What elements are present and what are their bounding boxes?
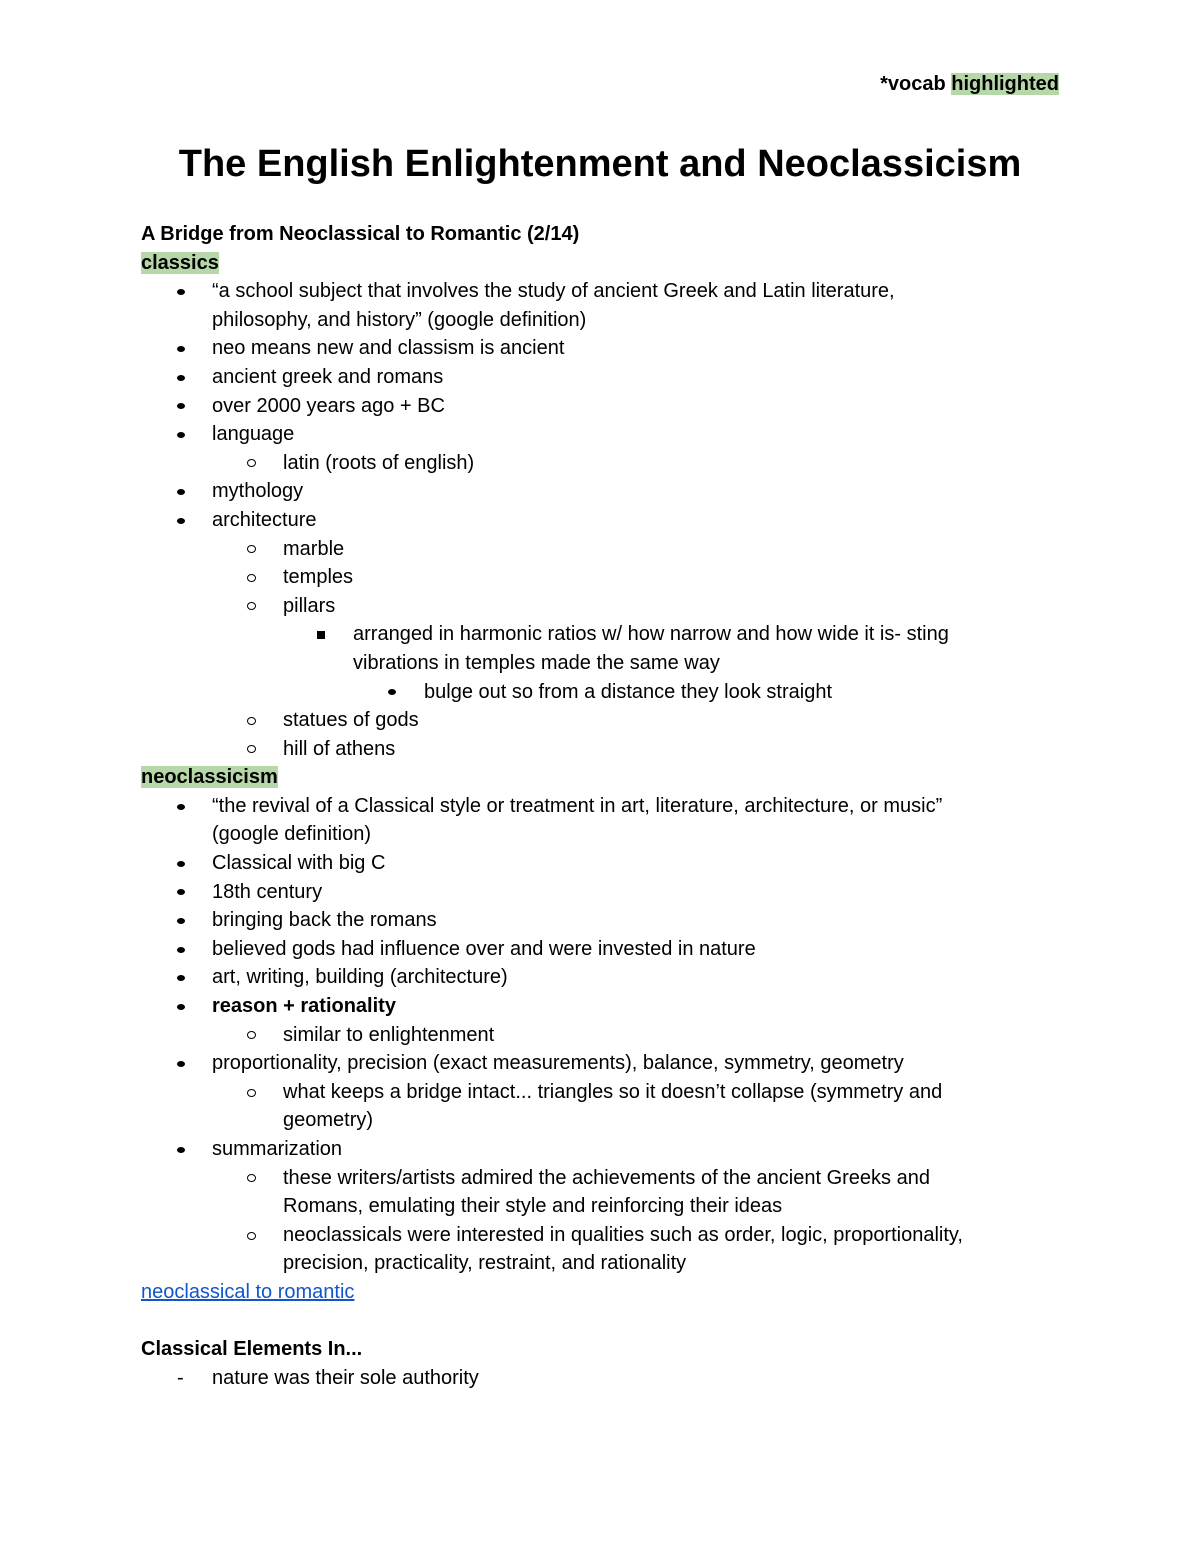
bullet-dot-icon	[177, 1135, 185, 1164]
list-item-text: art, writing, building (architecture)	[212, 966, 508, 989]
list-item-text: “the revival of a Classical style or treatment in art, literature, architecture, or music”	[212, 794, 943, 817]
list-item	[141, 963, 1061, 992]
list-item	[141, 935, 1061, 964]
bullet-square-icon	[317, 620, 325, 649]
list-item	[141, 620, 1061, 677]
list-item-text: mythology	[212, 480, 304, 503]
bullet-dot-icon	[177, 906, 185, 935]
list-item-text: architecture	[212, 508, 317, 531]
bullet-dot-icon	[177, 392, 185, 421]
list-item	[141, 563, 1061, 592]
bullet-dot-icon	[177, 1049, 185, 1078]
list-item	[141, 1049, 1061, 1078]
vocab-note	[880, 71, 1059, 97]
list-item-text: summarization	[212, 1138, 343, 1160]
bullet-circle-icon	[247, 735, 256, 764]
list-item	[141, 1164, 1061, 1221]
vocab-note-highlight: highlighted	[951, 73, 1059, 95]
list-item	[141, 477, 1061, 506]
list-item-text: hill of athens	[283, 737, 396, 760]
list-item	[141, 735, 1061, 764]
section-heading-classical-elements: Classical Elements In...	[141, 1338, 363, 1361]
list-item-text: temples	[283, 566, 354, 589]
bullet-circle-icon	[247, 1164, 256, 1193]
bullet-dot-icon	[177, 992, 185, 1021]
list-item-text: proportionality, precision (exact measurements), balance, symmetry, geometry	[212, 1052, 904, 1075]
list-item	[141, 678, 1061, 707]
bullet-dot-icon	[177, 849, 185, 878]
list-item	[141, 506, 1061, 535]
bullet-dot-icon	[388, 678, 396, 707]
list-item-text: marble	[283, 537, 345, 560]
bullet-dot-icon	[177, 363, 185, 392]
list-item-text: Classical with big C	[212, 852, 386, 875]
list-item-text: Romans, emulating their style and reinforcing their ideas	[283, 1195, 783, 1218]
bullet-circle-icon	[247, 1021, 256, 1050]
neoclassical-to-romantic-link-row	[141, 1278, 1061, 1307]
bullet-circle-icon	[247, 535, 256, 564]
bullet-dot-icon	[177, 878, 185, 907]
bullet-circle-icon	[247, 1078, 256, 1107]
bullet-dot-icon	[177, 963, 185, 992]
list-item-text: latin (roots of english)	[283, 451, 475, 474]
list-item-text: “a school subject that involves the study of ancient Greek and Latin literature,	[212, 280, 895, 303]
list-item	[141, 792, 1061, 849]
vocab-note-prefix: *vocab	[880, 73, 952, 95]
vocab-term-classics	[141, 249, 1061, 278]
bullet-dot-icon	[177, 506, 185, 535]
list-item	[141, 334, 1061, 363]
list-item-text: philosophy, and history” (google definition)	[212, 308, 587, 331]
vocab-term-classics-text: classics	[141, 251, 219, 274]
list-item-text: neo means new and classism is ancient	[212, 337, 565, 360]
list-item-text: these writers/artists admired the achievements of the ancient Greeks and	[283, 1166, 930, 1189]
list-item	[141, 1078, 1061, 1135]
spacer	[141, 1307, 1061, 1336]
list-item-text: language	[212, 423, 295, 446]
document-title: The English Enlightenment and Neoclassicism	[178, 143, 1022, 185]
list-item-text: arranged in harmonic ratios w/ how narrow and how wide it is- sting	[353, 623, 949, 646]
list-item-text: geometry)	[283, 1109, 374, 1132]
list-item-text: similar to enlightenment	[283, 1023, 495, 1046]
list-item-text: vibrations in temples made the same way	[353, 651, 720, 674]
list-item-text: nature was their sole authority	[212, 1366, 479, 1389]
list-item-text: precision, practicality, restraint, and rationality	[283, 1252, 687, 1275]
bullet-circle-icon	[247, 706, 256, 735]
list-item	[141, 363, 1061, 392]
neoclassical-to-romantic-link[interactable]: neoclassical to romantic	[141, 1280, 355, 1303]
bullet-dot-icon	[177, 935, 185, 964]
list-item-text: over 2000 years ago + BC	[212, 394, 445, 417]
list-item	[141, 277, 1061, 334]
bullet-dot-icon	[177, 792, 185, 821]
section-heading-bridge: A Bridge from Neoclassical to Romantic (2/14)	[141, 223, 580, 245]
list-item	[141, 878, 1061, 907]
list-item-text: bringing back the romans	[212, 909, 437, 932]
list-item	[141, 1221, 1061, 1278]
list-item	[141, 1135, 1061, 1164]
bullet-dot-icon	[177, 334, 185, 363]
list-item	[141, 592, 1061, 621]
list-item-text: (google definition)	[212, 823, 371, 846]
bullet-circle-icon	[247, 592, 256, 621]
list-item	[141, 906, 1061, 935]
bullet-dot-icon	[177, 277, 185, 306]
bullet-dash-icon: -	[177, 1366, 184, 1389]
bullet-circle-icon	[247, 1221, 256, 1250]
document-body	[141, 220, 1061, 1392]
list-item-text: neoclassicals were interested in qualities such as order, logic, proportionality,	[283, 1223, 963, 1246]
list-item-text: statues of gods	[283, 709, 419, 732]
list-item	[141, 420, 1061, 449]
list-item	[141, 849, 1061, 878]
list-item-text: ancient greek and romans	[212, 365, 444, 388]
bullet-dot-icon	[177, 477, 185, 506]
vocab-term-neoclassicism	[141, 763, 1061, 792]
list-item-text: reason + rationality	[212, 995, 396, 1018]
list-item-text: pillars	[283, 594, 336, 617]
list-item	[141, 1021, 1061, 1050]
list-item	[141, 392, 1061, 421]
list-item	[141, 992, 1061, 1021]
list-item	[141, 449, 1061, 478]
bullet-circle-icon	[247, 563, 256, 592]
list-item	[141, 706, 1061, 735]
list-item-text: what keeps a bridge intact... triangles so it doesn’t collapse (symmetry and	[283, 1080, 943, 1103]
list-item	[141, 535, 1061, 564]
bullet-circle-icon	[247, 449, 256, 478]
bullet-dot-icon	[177, 420, 185, 449]
list-item-text: believed gods had influence over and were invested in nature	[212, 937, 756, 960]
vocab-term-neoclassicism-text: neoclassicism	[141, 766, 278, 789]
list-item-text: 18th century	[212, 880, 323, 903]
list-item-text: bulge out so from a distance they look straight	[424, 680, 833, 703]
list-item	[141, 1364, 1061, 1393]
